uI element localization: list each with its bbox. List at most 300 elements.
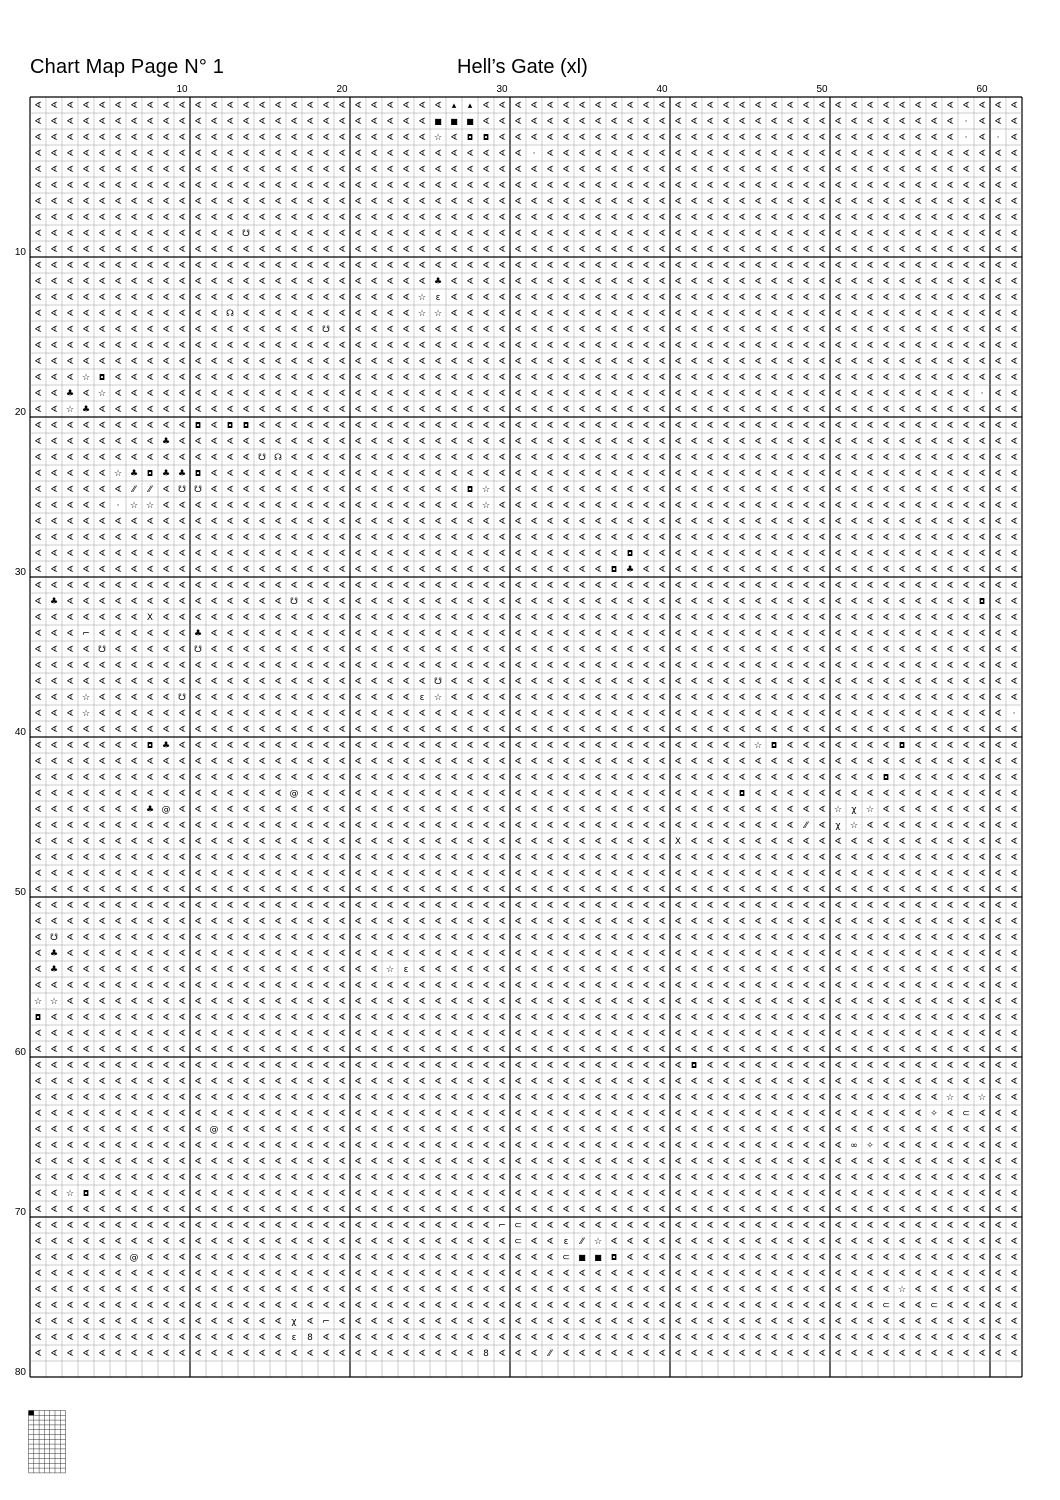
stitch-symbol: ∢: [210, 1237, 218, 1247]
stitch-symbol: ∢: [706, 485, 714, 495]
stitch-symbol: ∢: [322, 501, 330, 511]
stitch-symbol: ∢: [498, 517, 506, 527]
stitch-symbol: ∢: [898, 501, 906, 511]
stitch-symbol: ∢: [546, 1253, 554, 1263]
stitch-symbol: ∢: [434, 581, 442, 591]
stitch-symbol: ∢: [834, 1205, 842, 1215]
stitch-symbol: ∢: [66, 837, 74, 847]
stitch-symbol: ∢: [946, 181, 954, 191]
stitch-symbol: ∢: [50, 741, 58, 751]
stitch-symbol: ∢: [1010, 869, 1018, 879]
stitch-symbol: ∢: [50, 677, 58, 687]
stitch-symbol: ∢: [994, 581, 1002, 591]
stitch-symbol: ◘: [771, 741, 777, 750]
stitch-symbol: ∢: [754, 981, 762, 991]
stitch-symbol: ∢: [866, 533, 874, 543]
stitch-symbol: ∢: [402, 261, 410, 271]
stitch-symbol: ∢: [850, 997, 858, 1007]
stitch-symbol: ∢: [818, 485, 826, 495]
stitch-symbol: ∢: [610, 741, 618, 751]
stitch-symbol: ∢: [818, 181, 826, 191]
stitch-symbol: ∢: [450, 213, 458, 223]
stitch-symbol: ∢: [242, 1125, 250, 1135]
stitch-symbol: ∢: [370, 693, 378, 703]
stitch-symbol: ∢: [962, 1253, 970, 1263]
stitch-symbol: ∢: [434, 549, 442, 559]
stitch-symbol: ∢: [162, 101, 170, 111]
stitch-symbol: ∢: [98, 1333, 106, 1343]
stitch-symbol: ∢: [498, 437, 506, 447]
stitch-symbol: ∢: [834, 1285, 842, 1295]
stitch-symbol: ⊂: [930, 1301, 938, 1311]
stitch-symbol: ∢: [306, 213, 314, 223]
stitch-symbol: ∢: [50, 165, 58, 175]
stitch-symbol: ∢: [786, 997, 794, 1007]
stitch-symbol: ∢: [946, 405, 954, 415]
stitch-symbol: ∢: [562, 1173, 570, 1183]
stitch-symbol: ∢: [738, 725, 746, 735]
stitch-symbol: ∢: [354, 453, 362, 463]
stitch-symbol: ∢: [338, 1029, 346, 1039]
stitch-symbol: ∢: [354, 1061, 362, 1071]
stitch-symbol: ∢: [610, 309, 618, 319]
stitch-symbol: ∢: [370, 1333, 378, 1343]
stitch-symbol: ∢: [834, 565, 842, 575]
stitch-symbol: ·: [997, 133, 1000, 143]
stitch-symbol: ∢: [642, 1269, 650, 1279]
stitch-symbol: ∢: [866, 1189, 874, 1199]
stitch-symbol: ∢: [578, 485, 586, 495]
stitch-symbol: ∢: [642, 517, 650, 527]
stitch-symbol: ∢: [834, 1045, 842, 1055]
stitch-symbol: ■: [578, 1253, 586, 1262]
stitch-symbol: ∢: [610, 725, 618, 735]
stitch-symbol: ∢: [194, 1061, 202, 1071]
stitch-symbol: ∢: [450, 277, 458, 287]
stitch-symbol: ∢: [434, 165, 442, 175]
stitch-symbol: ∢: [754, 821, 762, 831]
stitch-symbol: ∢: [546, 1301, 554, 1311]
stitch-symbol: ∢: [642, 837, 650, 847]
stitch-symbol: ∢: [770, 725, 778, 735]
stitch-symbol: ∢: [354, 1221, 362, 1231]
stitch-symbol: ∢: [306, 133, 314, 143]
stitch-symbol: ∢: [594, 1301, 602, 1311]
stitch-symbol: ∢: [466, 389, 474, 399]
stitch-symbol: ∢: [466, 533, 474, 543]
stitch-symbol: ∢: [386, 101, 394, 111]
stitch-symbol: ∢: [338, 149, 346, 159]
stitch-symbol: ∢: [594, 1061, 602, 1071]
stitch-symbol: ∢: [642, 261, 650, 271]
stitch-symbol: ∢: [482, 677, 490, 687]
stitch-symbol: ∢: [322, 261, 330, 271]
stitch-symbol: ∢: [674, 581, 682, 591]
stitch-symbol: ∢: [370, 661, 378, 671]
stitch-symbol: ∢: [210, 933, 218, 943]
stitch-symbol: ∢: [610, 1349, 618, 1359]
stitch-symbol: ∢: [162, 1077, 170, 1087]
stitch-symbol: ∢: [66, 101, 74, 111]
stitch-symbol: ∢: [626, 709, 634, 719]
stitch-symbol: ∢: [226, 1029, 234, 1039]
stitch-symbol: ∢: [210, 917, 218, 927]
stitch-symbol: ∢: [162, 485, 170, 495]
stitch-symbol: ∢: [610, 501, 618, 511]
stitch-symbol: ∢: [530, 805, 538, 815]
stitch-symbol: ∢: [594, 677, 602, 687]
stitch-symbol: ∢: [658, 789, 666, 799]
stitch-symbol: ∢: [898, 101, 906, 111]
stitch-symbol: ∢: [546, 165, 554, 175]
stitch-symbol: ∢: [178, 949, 186, 959]
stitch-symbol: ∢: [50, 1029, 58, 1039]
stitch-symbol: ∢: [658, 933, 666, 943]
stitch-symbol: ∢: [146, 133, 154, 143]
stitch-symbol: ∢: [194, 757, 202, 767]
stitch-symbol: ∢: [834, 357, 842, 367]
stitch-symbol: ∢: [178, 453, 186, 463]
stitch-symbol: ∢: [930, 149, 938, 159]
stitch-symbol: ☆: [82, 709, 90, 719]
stitch-symbol: ∢: [786, 1013, 794, 1023]
stitch-symbol: ∢: [594, 101, 602, 111]
stitch-symbol: ∢: [466, 197, 474, 207]
stitch-symbol: ∢: [482, 757, 490, 767]
stitch-symbol: ∢: [994, 1253, 1002, 1263]
stitch-symbol: ∢: [34, 469, 42, 479]
stitch-symbol: ∢: [658, 1317, 666, 1327]
stitch-symbol: ∢: [770, 1253, 778, 1263]
stitch-symbol: ∢: [994, 229, 1002, 239]
stitch-symbol: ∢: [706, 1109, 714, 1119]
stitch-symbol: ∢: [434, 389, 442, 399]
stitch-symbol: ∢: [978, 901, 986, 911]
stitch-symbol: ∢: [162, 1269, 170, 1279]
stitch-symbol: ∢: [338, 901, 346, 911]
stitch-symbol: ∢: [770, 1093, 778, 1103]
stitch-symbol: ∢: [786, 981, 794, 991]
stitch-symbol: ∢: [82, 581, 90, 591]
stitch-symbol: ∢: [562, 1269, 570, 1279]
stitch-symbol: ∢: [882, 1109, 890, 1119]
stitch-symbol: ∢: [274, 901, 282, 911]
stitch-symbol: ∢: [594, 261, 602, 271]
stitch-symbol: ∢: [66, 1045, 74, 1055]
stitch-symbol: ∢: [162, 549, 170, 559]
stitch-symbol: ∢: [978, 1333, 986, 1343]
stitch-symbol: ∢: [210, 869, 218, 879]
stitch-symbol: ∢: [146, 581, 154, 591]
stitch-symbol: ∢: [866, 1237, 874, 1247]
stitch-symbol: ∢: [594, 421, 602, 431]
stitch-symbol: ∢: [594, 1045, 602, 1055]
stitch-symbol: ∢: [50, 357, 58, 367]
stitch-symbol: ∢: [338, 1301, 346, 1311]
stitch-symbol: ∢: [1010, 197, 1018, 207]
stitch-symbol: ∢: [354, 517, 362, 527]
stitch-symbol: ∢: [610, 213, 618, 223]
stitch-symbol: ∢: [402, 661, 410, 671]
stitch-symbol: ∢: [258, 1237, 266, 1247]
stitch-symbol: ∢: [82, 549, 90, 559]
stitch-symbol: ∢: [514, 1349, 522, 1359]
stitch-symbol: ∢: [402, 709, 410, 719]
stitch-symbol: ∢: [178, 805, 186, 815]
stitch-symbol: ∢: [658, 725, 666, 735]
stitch-symbol: ∢: [930, 1013, 938, 1023]
stitch-symbol: ∢: [754, 565, 762, 575]
stitch-symbol: ∢: [978, 997, 986, 1007]
stitch-symbol: ∢: [866, 773, 874, 783]
stitch-symbol: ∢: [130, 1045, 138, 1055]
stitch-symbol: ∢: [818, 533, 826, 543]
stitch-symbol: ∢: [210, 741, 218, 751]
stitch-symbol: ∢: [354, 1253, 362, 1263]
stitch-symbol: ∢: [242, 821, 250, 831]
stitch-symbol: ∢: [994, 1173, 1002, 1183]
stitch-symbol: ∢: [258, 1189, 266, 1199]
stitch-symbol: ∢: [978, 565, 986, 575]
stitch-symbol: ∢: [450, 453, 458, 463]
stitch-symbol: ∢: [50, 581, 58, 591]
stitch-symbol: ∢: [338, 1205, 346, 1215]
stitch-symbol: ∢: [482, 1301, 490, 1311]
stitch-symbol: ∢: [834, 581, 842, 591]
stitch-symbol: ∢: [146, 1189, 154, 1199]
stitch-symbol: ∢: [690, 805, 698, 815]
stitch-symbol: ∢: [818, 1285, 826, 1295]
stitch-symbol: ∢: [274, 1125, 282, 1135]
stitch-symbol: ∢: [946, 469, 954, 479]
stitch-symbol: ∢: [402, 229, 410, 239]
stitch-symbol: ⌐: [322, 1317, 330, 1327]
stitch-symbol: ∢: [690, 1141, 698, 1151]
stitch-symbol: ∢: [498, 1237, 506, 1247]
stitch-symbol: ∢: [706, 1061, 714, 1071]
stitch-symbol: ∢: [738, 901, 746, 911]
stitch-symbol: ∢: [690, 165, 698, 175]
stitch-symbol: ∢: [194, 917, 202, 927]
stitch-symbol: ∢: [354, 901, 362, 911]
stitch-symbol: ∢: [530, 1301, 538, 1311]
stitch-symbol: ε: [420, 693, 425, 703]
stitch-symbol: ∢: [498, 1269, 506, 1279]
stitch-symbol: ∢: [258, 1045, 266, 1055]
stitch-symbol: ∢: [994, 693, 1002, 703]
stitch-symbol: ∢: [178, 165, 186, 175]
stitch-symbol: ∢: [98, 341, 106, 351]
stitch-symbol: ∢: [450, 1093, 458, 1103]
stitch-symbol: ∢: [818, 581, 826, 591]
stitch-symbol: ∢: [626, 741, 634, 751]
stitch-symbol: ∢: [434, 1317, 442, 1327]
stitch-symbol: ∢: [162, 709, 170, 719]
stitch-symbol: ∢: [530, 1093, 538, 1103]
stitch-symbol: ∢: [498, 245, 506, 255]
stitch-symbol: ∢: [914, 1221, 922, 1231]
stitch-symbol: ∢: [722, 1221, 730, 1231]
stitch-symbol: ♣: [50, 965, 58, 975]
stitch-symbol: ∢: [834, 997, 842, 1007]
stitch-symbol: ∢: [946, 501, 954, 511]
stitch-symbol: ∢: [882, 645, 890, 655]
stitch-symbol: ∢: [98, 501, 106, 511]
stitch-symbol: ∢: [450, 469, 458, 479]
stitch-symbol: ∢: [690, 1237, 698, 1247]
stitch-symbol: ∢: [786, 613, 794, 623]
stitch-symbol: ∢: [98, 1125, 106, 1135]
stitch-symbol: ∢: [50, 485, 58, 495]
stitch-symbol: ∢: [914, 117, 922, 127]
stitch-symbol: ∢: [706, 741, 714, 751]
stitch-symbol: ∢: [130, 181, 138, 191]
stitch-symbol: ∢: [290, 917, 298, 927]
stitch-symbol: ∢: [210, 1141, 218, 1151]
stitch-symbol: ∢: [706, 1045, 714, 1055]
stitch-symbol: ∢: [930, 997, 938, 1007]
stitch-symbol: ∢: [946, 1221, 954, 1231]
stitch-symbol: ∢: [914, 101, 922, 111]
stitch-symbol: ∢: [338, 661, 346, 671]
stitch-symbol: ∢: [1010, 1173, 1018, 1183]
stitch-symbol: ∢: [178, 981, 186, 991]
stitch-symbol: ∢: [66, 293, 74, 303]
stitch-symbol: ∢: [882, 1013, 890, 1023]
stitch-symbol: ∢: [850, 693, 858, 703]
stitch-symbol: ∢: [98, 437, 106, 447]
stitch-symbol: ∢: [434, 1173, 442, 1183]
stitch-symbol: ∢: [802, 837, 810, 847]
stitch-symbol: ∢: [690, 645, 698, 655]
stitch-symbol: ∢: [290, 341, 298, 351]
stitch-symbol: ∢: [370, 389, 378, 399]
stitch-symbol: ∢: [658, 997, 666, 1007]
stitch-symbol: ∢: [738, 1349, 746, 1359]
stitch-symbol: ∢: [402, 1285, 410, 1295]
stitch-symbol: ∢: [34, 533, 42, 543]
stitch-symbol: ∢: [626, 1333, 634, 1343]
stitch-symbol: ∢: [418, 1061, 426, 1071]
stitch-symbol: ∢: [386, 453, 394, 463]
stitch-symbol: ∢: [130, 821, 138, 831]
stitch-symbol: ∢: [338, 1221, 346, 1231]
stitch-symbol: ∢: [130, 837, 138, 847]
stitch-symbol: ∢: [738, 181, 746, 191]
stitch-symbol: ∢: [850, 725, 858, 735]
stitch-symbol: ∢: [674, 741, 682, 751]
stitch-symbol: ∢: [178, 1301, 186, 1311]
stitch-symbol: ∢: [626, 181, 634, 191]
stitch-symbol: ∢: [626, 1205, 634, 1215]
stitch-symbol: ∢: [242, 1301, 250, 1311]
stitch-symbol: ∢: [210, 277, 218, 287]
stitch-symbol: ∢: [674, 1061, 682, 1071]
stitch-symbol: ∢: [386, 1333, 394, 1343]
stitch-symbol: ∢: [626, 821, 634, 831]
stitch-symbol: ∢: [530, 117, 538, 127]
stitch-symbol: ∢: [194, 1013, 202, 1023]
stitch-symbol: ∢: [466, 309, 474, 319]
stitch-symbol: ∢: [50, 1237, 58, 1247]
stitch-symbol: ∢: [946, 1349, 954, 1359]
stitch-symbol: ∢: [498, 421, 506, 431]
stitch-symbol: ∢: [946, 549, 954, 559]
stitch-symbol: ∢: [178, 757, 186, 767]
stitch-symbol: ∢: [290, 261, 298, 271]
stitch-symbol: ∢: [370, 741, 378, 751]
stitch-symbol: ∢: [450, 421, 458, 431]
stitch-symbol: ∢: [178, 293, 186, 303]
stitch-symbol: ∢: [34, 1253, 42, 1263]
stitch-symbol: ∢: [594, 917, 602, 927]
stitch-symbol: ∢: [994, 437, 1002, 447]
stitch-symbol: ∢: [946, 981, 954, 991]
stitch-symbol: ∢: [34, 453, 42, 463]
stitch-symbol: ∢: [322, 1221, 330, 1231]
stitch-symbol: ∢: [754, 1285, 762, 1295]
stitch-symbol: ∢: [402, 837, 410, 847]
stitch-symbol: ∢: [450, 837, 458, 847]
stitch-symbol: ∢: [850, 1061, 858, 1071]
stitch-symbol: ∢: [210, 965, 218, 975]
stitch-symbol: ■: [450, 117, 458, 126]
stitch-symbol: ∢: [962, 373, 970, 383]
stitch-symbol: ∢: [850, 917, 858, 927]
stitch-symbol: ∢: [514, 165, 522, 175]
stitch-symbol: ∢: [898, 469, 906, 479]
stitch-symbol: ∢: [338, 869, 346, 879]
stitch-symbol: ∢: [546, 197, 554, 207]
stitch-symbol: ∢: [306, 869, 314, 879]
stitch-symbol: ∢: [98, 869, 106, 879]
stitch-symbol: ∢: [130, 1125, 138, 1135]
stitch-symbol: ∢: [370, 549, 378, 559]
stitch-symbol: ∢: [130, 597, 138, 607]
stitch-symbol: ∢: [226, 1109, 234, 1119]
stitch-symbol: ∢: [402, 565, 410, 575]
stitch-symbol: ∢: [578, 709, 586, 719]
stitch-symbol: ∢: [418, 1253, 426, 1263]
stitch-symbol: ∢: [34, 1077, 42, 1087]
stitch-symbol: ∢: [546, 757, 554, 767]
stitch-symbol: ∢: [498, 645, 506, 655]
stitch-symbol: ∢: [946, 853, 954, 863]
stitch-symbol: ∢: [642, 1013, 650, 1023]
stitch-symbol: ∢: [962, 1141, 970, 1151]
stitch-symbol: ∢: [786, 197, 794, 207]
stitch-symbol: ∢: [450, 597, 458, 607]
stitch-symbol: ∢: [482, 293, 490, 303]
stitch-symbol: ∢: [562, 469, 570, 479]
stitch-symbol: ∢: [722, 293, 730, 303]
stitch-symbol: ∢: [482, 245, 490, 255]
stitch-symbol: ∢: [930, 677, 938, 687]
stitch-symbol: ∢: [226, 853, 234, 863]
stitch-symbol: ∢: [738, 1221, 746, 1231]
stitch-symbol: ∢: [898, 645, 906, 655]
stitch-symbol: ∢: [338, 613, 346, 623]
stitch-symbol: ∢: [402, 581, 410, 591]
stitch-symbol: ∢: [930, 1333, 938, 1343]
stitch-symbol: ∢: [658, 549, 666, 559]
stitch-symbol: ∢: [530, 1189, 538, 1199]
stitch-symbol: ∢: [706, 869, 714, 879]
stitch-symbol: ∢: [274, 805, 282, 815]
stitch-symbol: ∢: [642, 325, 650, 335]
stitch-symbol: ∢: [130, 1269, 138, 1279]
stitch-symbol: ∢: [1010, 261, 1018, 271]
